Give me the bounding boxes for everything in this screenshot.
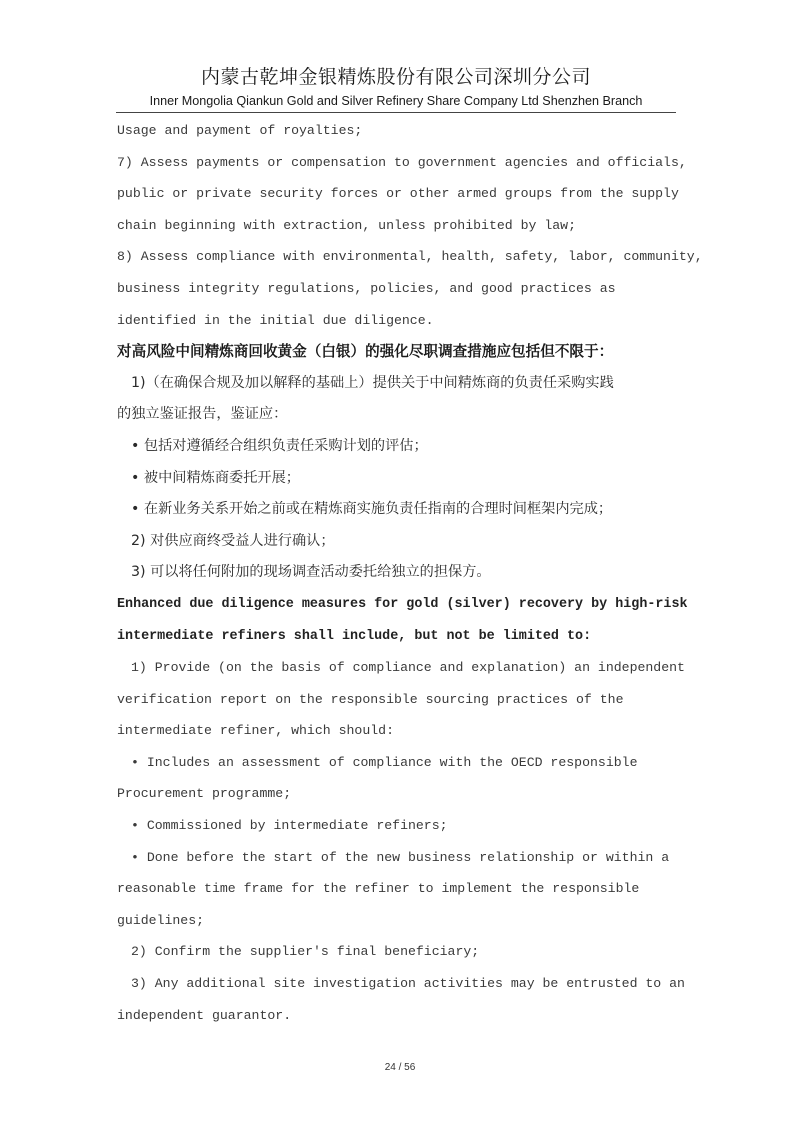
page-body <box>117 115 703 1031</box>
text-line: 2) 对供应商终受益人进行确认； <box>131 532 335 549</box>
bullet-item: • Includes an assessment of compliance with the OECD responsible <box>131 754 638 770</box>
page-number: 24 / 56 <box>384 1062 416 1073</box>
text-line: 的独立鉴证报告，鉴证应： <box>117 406 288 423</box>
company-name-en: Inner Mongolia Qiankun Gold and Silver Refinery Share Company Ltd Shenzhen Branch <box>149 94 643 108</box>
text-line: 1) Provide (on the basis of compliance and explanation) an independent <box>131 660 685 676</box>
bullet-item: • Done before the start of the new business relationship or within a <box>131 849 670 865</box>
section-heading-cn: 对高风险中间精炼商回收黄金（白银）的强化尽职调查措施应包括但不限于： <box>117 343 614 361</box>
text-line: Procurement programme; <box>117 786 292 802</box>
bullet-item: • 包括对遵循经合组织负责任采购计划的评估； <box>131 437 428 454</box>
text-line: 1)（在确保合规及加以解释的基础上）提供关于中间精炼商的负责任采购实践 <box>131 374 614 391</box>
text-line: 2) Confirm the supplier's final beneficiary; <box>131 944 480 960</box>
section-heading-en: intermediate refiners shall include, but not be limited to: <box>117 628 592 644</box>
text-line: Usage and payment of royalties; <box>117 123 363 138</box>
text-line: 8) Assess compliance with environmental, health, safety, labor, community, <box>117 249 703 265</box>
company-name-cn: 内蒙古乾坤金银精炼股份有限公司深圳分公司 <box>200 66 591 88</box>
text-line: public or private security forces or other armed groups from the supply <box>117 186 679 202</box>
text-line: reasonable time frame for the refiner to implement the responsible <box>117 881 640 897</box>
text-line: guidelines; <box>117 912 205 928</box>
text-line: verification report on the responsible sourcing practices of the <box>117 691 624 707</box>
text-line: independent guarantor. <box>117 1007 292 1023</box>
bullet-item: • 被中间精炼商委托开展； <box>131 469 300 486</box>
bullet-item: • 在新业务关系开始之前或在精炼商实施负责任指南的合理时间框架内完成； <box>131 501 613 518</box>
text-line: intermediate refiner, which should: <box>117 723 394 739</box>
page-header <box>116 64 676 113</box>
text-line: business integrity regulations, policies, and good practices as <box>117 280 616 296</box>
bullet-item: • Commissioned by intermediate refiners; <box>131 818 448 834</box>
text-line: chain beginning with extraction, unless prohibited by law; <box>117 217 576 233</box>
text-line: 3) Any additional site investigation activities may be entrusted to an <box>131 976 685 992</box>
text-line: identified in the initial due diligence. <box>117 312 434 328</box>
header-divider <box>116 112 676 113</box>
text-line: 7) Assess payments or compensation to government agencies and officials, <box>117 154 687 170</box>
text-line: 3) 可以将任何附加的现场调查活动委托给独立的担保方。 <box>131 564 491 581</box>
section-heading-en: Enhanced due diligence measures for gold (silver) recovery by high-risk <box>117 596 688 612</box>
